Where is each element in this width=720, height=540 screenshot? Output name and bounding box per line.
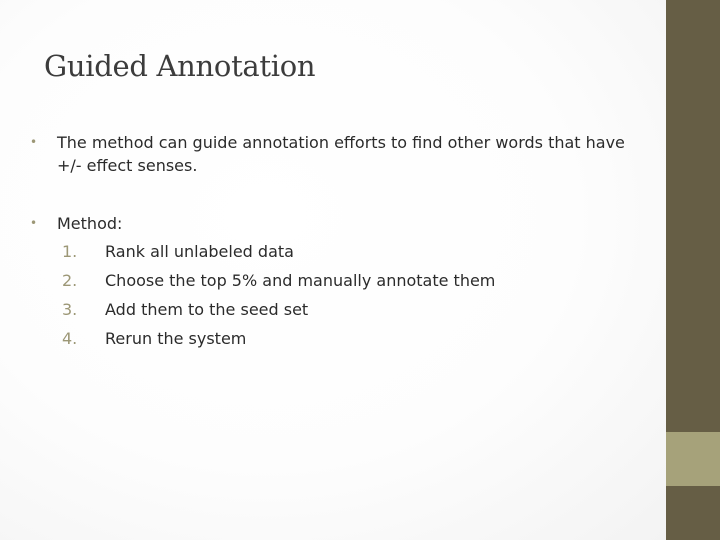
list-number: 1.: [62, 242, 78, 261]
bullet-dot-icon: •: [30, 216, 38, 230]
bullet-text: The method can guide annotation efforts to find other words that have +/- effect senses.: [57, 133, 625, 175]
slide-title: Guided Annotation: [44, 49, 316, 83]
list-item-text: Rank all unlabeled data: [105, 242, 294, 261]
list-number: 3.: [62, 300, 78, 319]
list-item-text: Choose the top 5% and manually annotate them: [105, 271, 496, 290]
bullet-dot-icon: •: [30, 135, 38, 149]
list-number: 2.: [62, 271, 78, 290]
list-item-text: Add them to the seed set: [105, 300, 309, 319]
bullet-text: Method:: [57, 214, 123, 233]
list-number: 4.: [62, 329, 78, 348]
list-item-text: Rerun the system: [105, 329, 247, 348]
sidebar-accent-block: [666, 432, 720, 486]
